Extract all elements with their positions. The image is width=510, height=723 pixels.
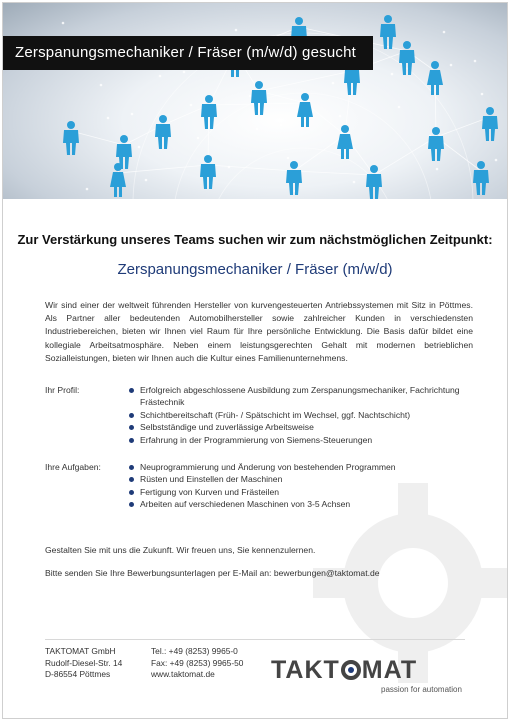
job-title: Zerspanungsmechaniker / Fräser (m/w/d) [117,261,393,278]
tasks-list [127,461,477,511]
application-instructions: Bitte senden Sie Ihre Bewerbungsunterlagen per E-Mail an: bewerbungen@taktomat.de [45,568,380,578]
taktomat-logo [271,656,461,696]
person-icon [428,127,444,161]
logo-wordmark: TAKT MAT [271,656,418,684]
people-network-graphic [3,3,507,199]
person-icon [366,165,382,199]
street: Rudolf-Diesel-Str. 14 [45,657,123,668]
hero-image [3,3,507,199]
phone: Tel.: +49 (8253) 9965-0 [151,646,238,656]
person-icon [63,121,79,155]
profile-label: Ihr Profil: [45,385,80,395]
intro-paragraph: Wir sind einer der weltweit führenden Hersteller von kurvengesteuerten Antriebssystemen mit Sitz in Pöttmes. Als Partner aller bedeutenden Automobilhersteller sowie zahlreicher Kunden in verschiedensten Industriebereichen, bieten wir Ihnen viel Raum für Ihre persönliche Entwicklung. Die Basis dafür bildet eine kollegiale Arbeitsatmosphäre. Neben einem leistungsgerechten Gehalt mit modernen betrieblichen Sozialleistungen, bieten wir Ihnen auch die Kultur eines Familienunternehmens. [45,300,473,363]
person-icon [251,81,267,115]
list-item: Selbstständige und zuverlässige Arbeitsweise [127,421,477,433]
list-item: Erfahrung in der Programmierung von Siemens-Steuerungen [127,434,477,446]
logo-tagline: passion for automation [381,685,462,694]
list-item: Schichtbereitschaft (Früh- / Spätschicht im Wechsel, ggf. Nachtschicht) [127,409,477,421]
person-icon [399,41,415,75]
job-posting [2,2,508,719]
person-icon [110,163,126,197]
logo-o-icon [341,660,361,680]
list-item: Erfolgreich abgeschlossene Ausbildung zum Zerspanungsmechaniker, Fachrichtung Frästechnik [127,384,477,409]
title-bar [3,36,373,70]
footer-contact [151,646,243,681]
list-item: Arbeiten auf verschiedenen Maschinen von 3-5 Achsen [127,498,477,510]
list-item: Fertigung von Kurven und Frästeilen [127,486,477,498]
profile-list [127,384,477,446]
website-link[interactable]: www.taktomat.de [151,669,215,680]
person-icon [155,115,171,149]
person-icon [286,161,302,195]
footer-address [45,646,122,681]
list-item: Rüsten und Einstellen der Maschinen [127,473,477,485]
person-icon [200,155,216,189]
person-icon [473,161,489,195]
fax: Fax: +49 (8253) 9965-50 [151,657,244,668]
company-name: TAKTOMAT GmbH [45,646,116,656]
subheading: Zur Verstärkung unseres Teams suchen wir zum nächstmöglichen Zeitpunkt: [17,232,493,247]
footer-divider [45,639,465,640]
person-icon [482,107,498,141]
person-icon [380,15,396,49]
city: D-86554 Pöttmes [45,669,111,680]
page-title: Zerspanungsmechaniker / Fräser (m/w/d) gesucht [15,44,356,61]
tasks-label: Ihre Aufgaben: [45,462,101,472]
closing-text: Gestalten Sie mit uns die Zukunft. Wir freuen uns, Sie kennenzulernen. [45,545,316,555]
person-icon [297,93,313,127]
list-item: Neuprogrammierung und Änderung von bestehenden Programmen [127,461,477,473]
